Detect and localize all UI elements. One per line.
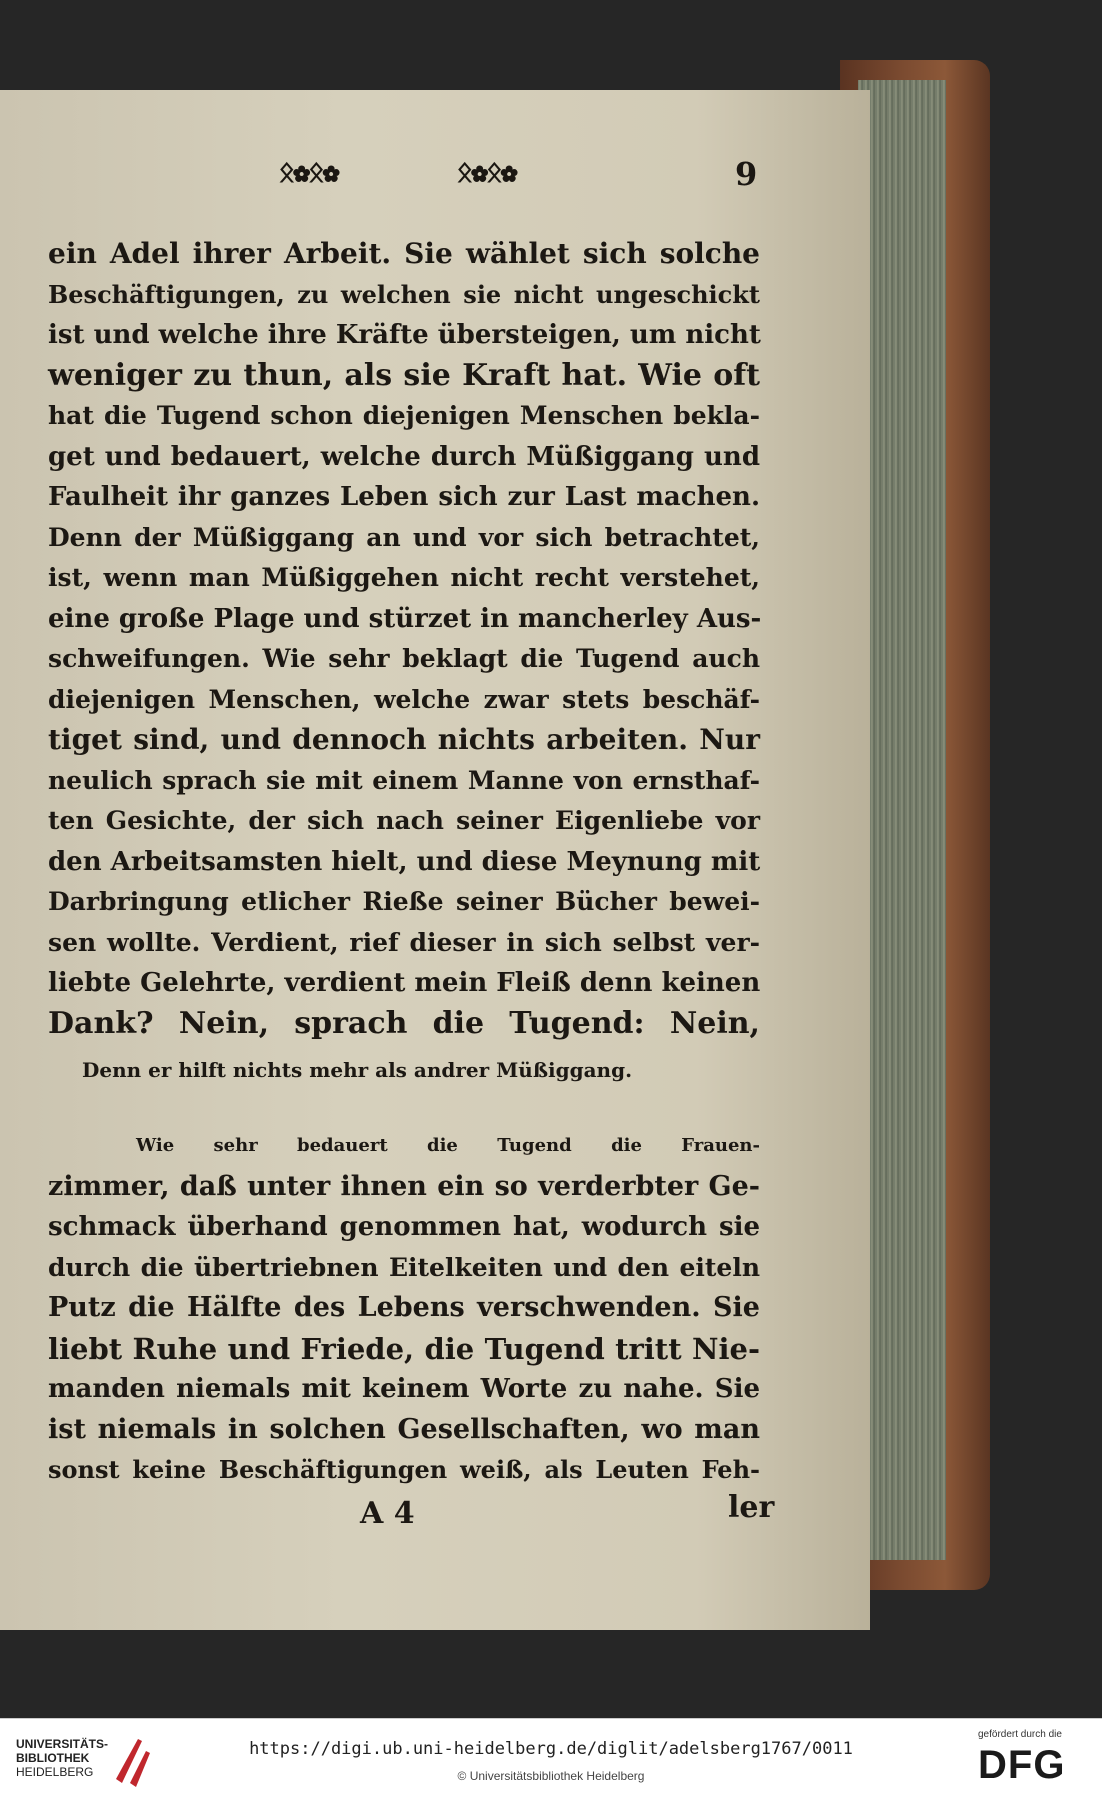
- ornament-left-icon: ᛟ✿ᛟ✿: [278, 155, 338, 188]
- text-line: liebt Ruhe und Friede, die Tugend tritt Nie-: [48, 1331, 760, 1366]
- page-header: [0, 155, 870, 195]
- page-text: [48, 234, 760, 1491]
- text-line: Wie sehr bedauert die Tugend die Frauen-: [136, 1135, 760, 1156]
- logo-line-2: BIBLIOTHEK: [16, 1751, 90, 1765]
- text-line: Dank? Nein, sprach die Tugend: Nein,: [48, 1005, 760, 1041]
- catchword: ler: [728, 1490, 775, 1525]
- page-edges: [858, 80, 946, 1560]
- text-line: sonst keine Beschäftigungen weiß, als Leuten Feh-: [48, 1455, 760, 1484]
- text-line: ist niemals in solchen Gesellschaften, wo man: [48, 1413, 760, 1445]
- text-line: liebte Gelehrte, verdient mein Fleiß denn keinen: [48, 968, 761, 998]
- dfg-logo[interactable]: DFG: [978, 1743, 1066, 1787]
- logo-line-1: UNIVERSITÄTS-: [16, 1737, 109, 1751]
- text-line: Darbringung etlicher Rieße seiner Bücher bewei-: [48, 887, 760, 916]
- logo-line-3: HEIDELBERG: [16, 1765, 94, 1779]
- text-line: neulich sprach sie mit einem Manne von ernsthaf-: [48, 765, 760, 795]
- text-line: weniger zu thun, als sie Kraft hat. Wie oft: [48, 357, 760, 393]
- text-line: zimmer, daß unter ihnen ein so verderbter Ge-: [48, 1170, 760, 1202]
- text-line: Faulheit ihr ganzes Leben sich zur Last machen.: [48, 482, 760, 512]
- text-line: durch die übertriebnen Eitelkeiten und den eiteln: [48, 1252, 760, 1282]
- text-line: Beschäftigungen, zu welchen sie nicht ungeschickt: [48, 279, 760, 309]
- paragraph-1: [48, 234, 760, 1044]
- ornament-right-icon: ᛟ✿ᛟ✿: [456, 155, 516, 188]
- text-line: hat die Tugend schon diejenigen Menschen bekla-: [48, 401, 760, 430]
- text-line: manden niemals mit keinem Worte zu nahe. Sie: [48, 1374, 760, 1404]
- verse-line: Denn er hilft nichts mehr als andrer Müßiggang.: [82, 1058, 633, 1082]
- signature-mark: A 4: [360, 1496, 415, 1531]
- viewer-footer-bar: [0, 1718, 1102, 1799]
- text-line: schweifungen. Wie sehr beklagt die Tugend auch: [48, 644, 760, 673]
- text-line: get und bedauert, welche durch Müßiggang und: [48, 441, 760, 472]
- funding-note: gefördert durch die: [978, 1729, 1062, 1740]
- text-line: schmack überhand genommen hat, wodurch sie: [48, 1212, 760, 1242]
- page-number: 9: [735, 155, 758, 193]
- text-line: Denn der Müßiggang an und vor sich betrachtet,: [48, 522, 760, 552]
- text-line: tiget sind, und dennoch nichts arbeiten. Nur: [48, 723, 760, 756]
- text-line: ein Adel ihrer Arbeit. Sie wählet sich solche: [48, 237, 760, 270]
- text-line: Putz die Hälfte des Lebens verschwenden. Sie: [48, 1292, 760, 1323]
- text-line: eine große Plage und stürzet in mancherley Aus-: [48, 603, 762, 634]
- text-line: den Arbeitsamsten hielt, und diese Meynung mit: [48, 846, 761, 877]
- permalink-url[interactable]: https://digi.ub.uni-heidelberg.de/diglit/adelsberg1767/0011: [249, 1739, 853, 1759]
- text-line: diejenigen Menschen, welche zwar stets beschäf-: [48, 684, 760, 714]
- paragraph-2: [48, 1126, 760, 1491]
- text-line: sen wollte. Verdient, rief dieser in sich selbst ver-: [48, 927, 760, 957]
- copyright-notice: © Universitätsbibliothek Heidelberg: [457, 1769, 645, 1783]
- text-line: ist und welche ihre Kräfte übersteigen, um nicht: [48, 320, 761, 350]
- text-line: ten Gesichte, der sich nach seiner Eigenliebe vor: [48, 806, 760, 835]
- text-line: ist, wenn man Müßiggehen nicht recht verstehet,: [48, 563, 760, 592]
- paragraph-gap: [48, 1096, 760, 1126]
